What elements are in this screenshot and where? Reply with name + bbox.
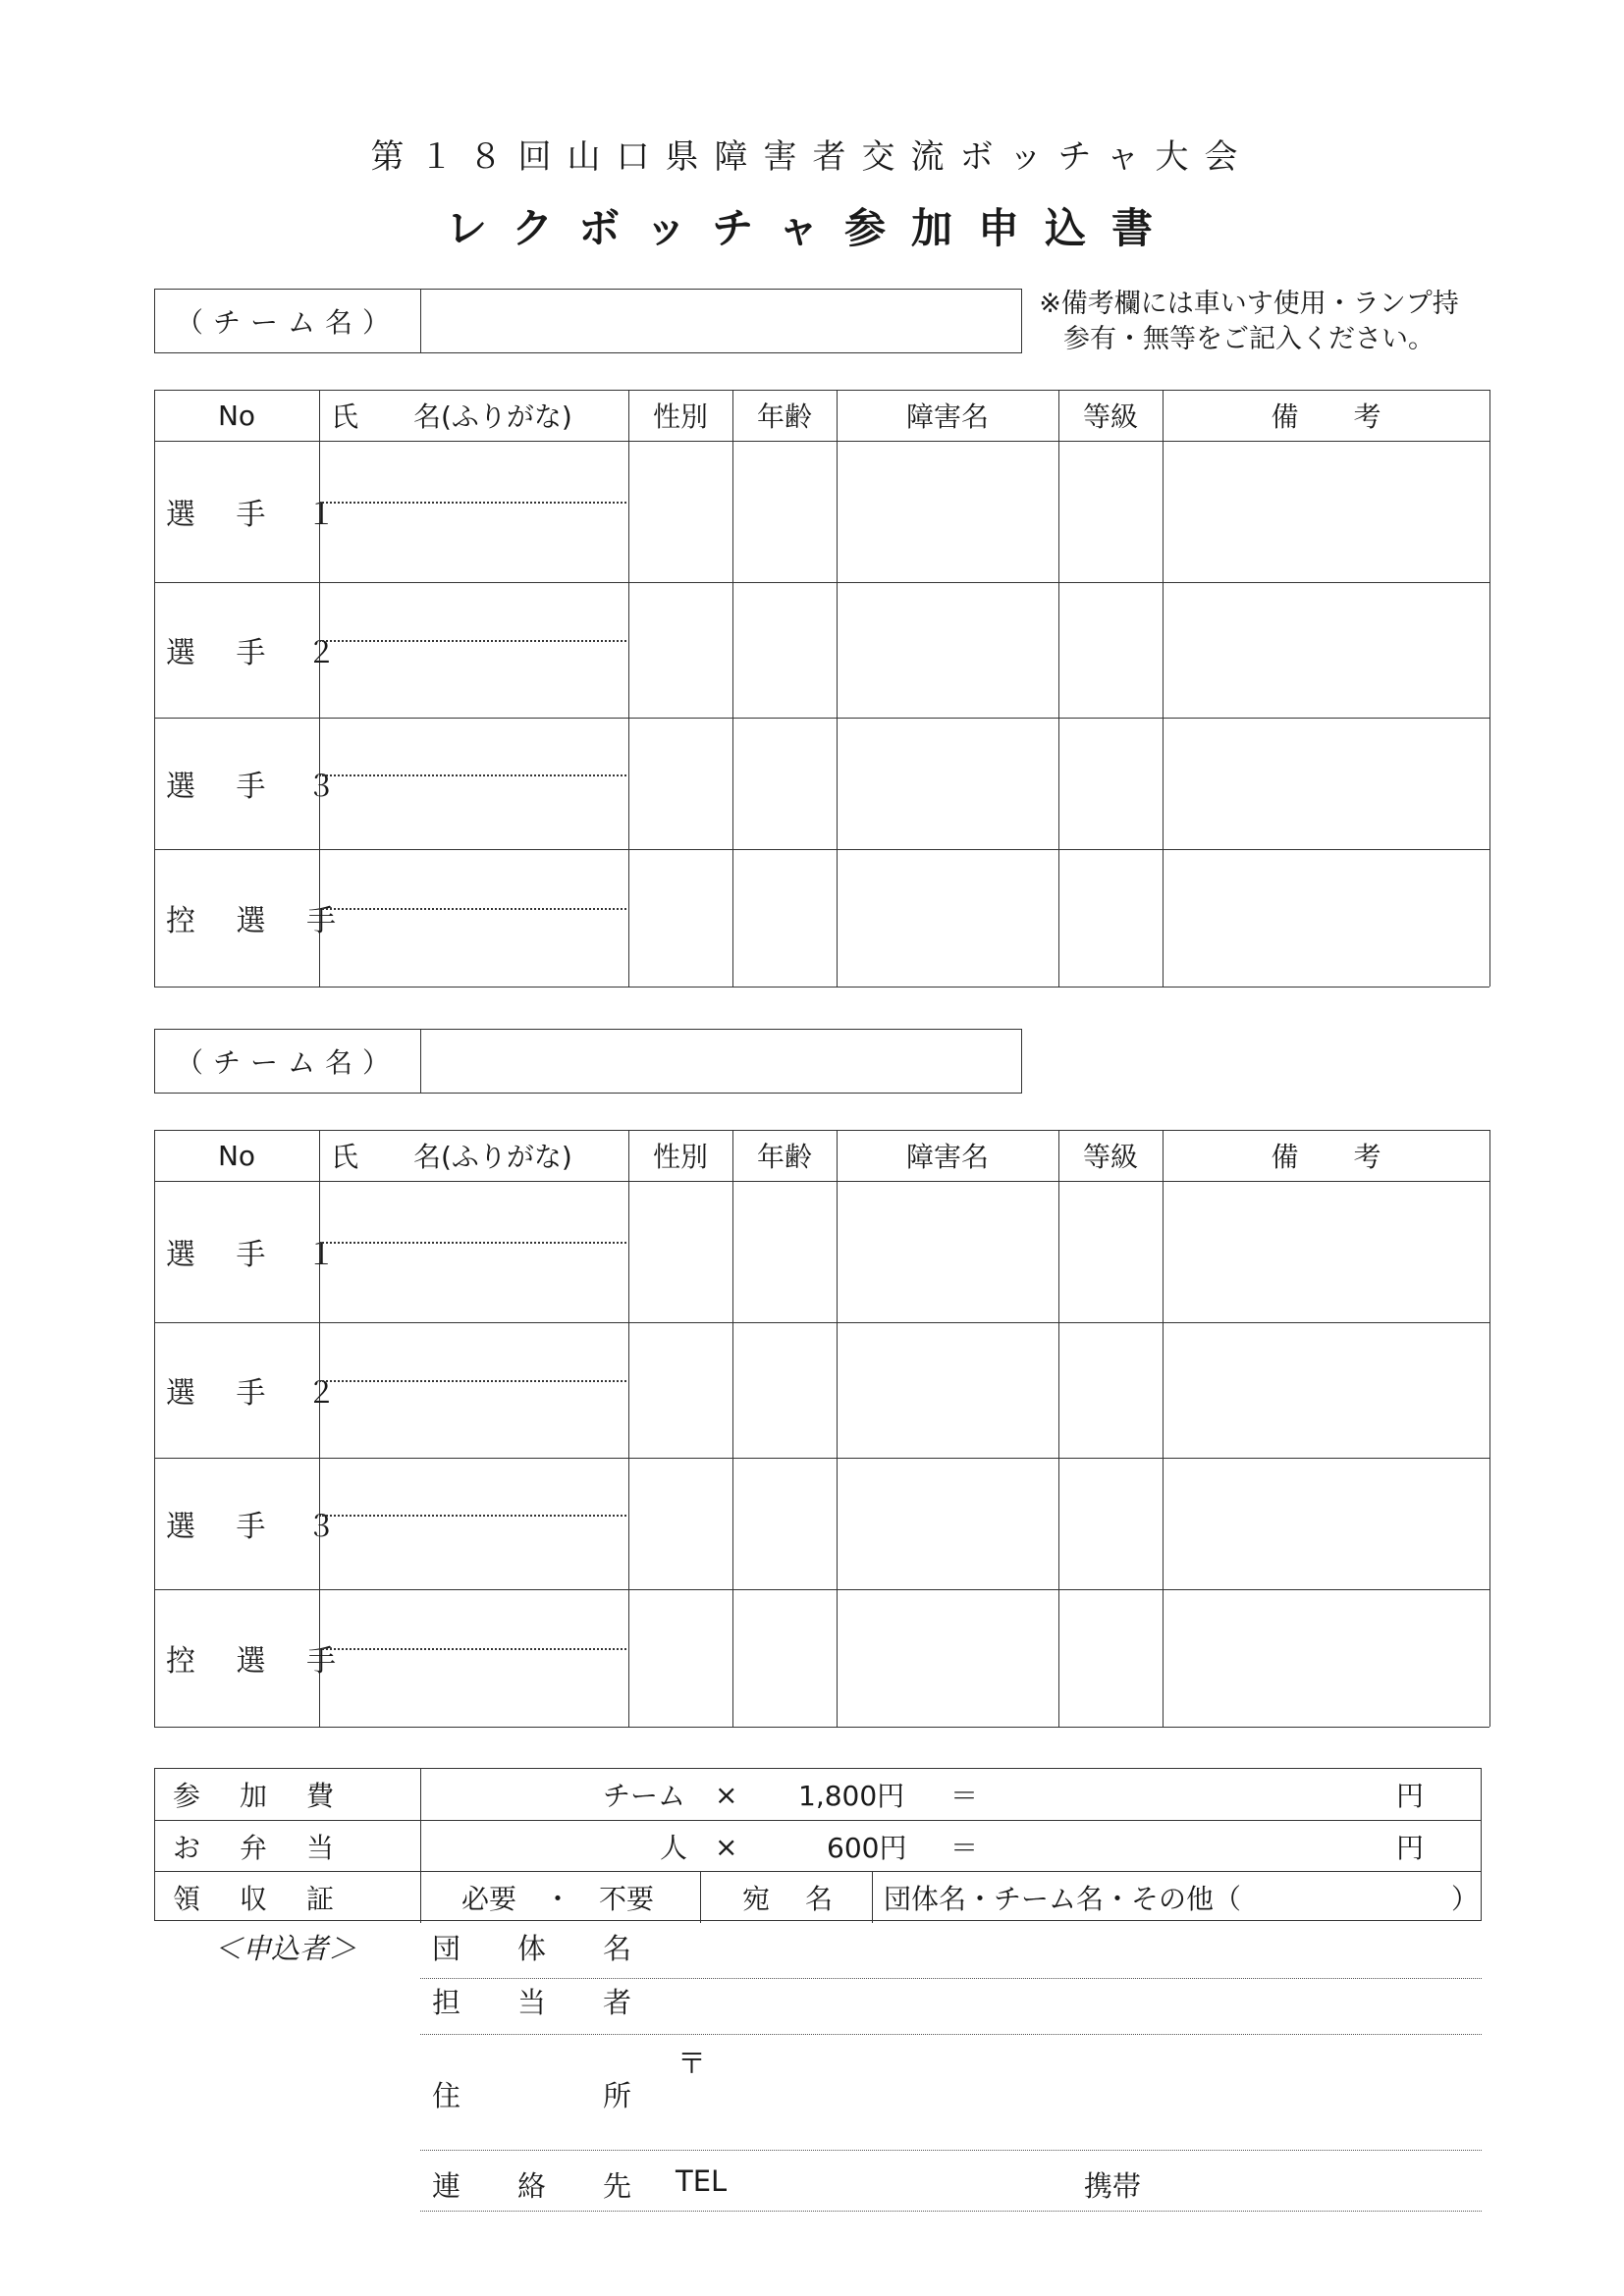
table-border (154, 390, 155, 987)
column-header: 等級 (1082, 1141, 1138, 1173)
team-name-box-2 (154, 1029, 1022, 1094)
postal-mark: 〒 (677, 2047, 707, 2080)
entry-cell[interactable] (732, 1322, 837, 1458)
row-label: 選 手 ２ (166, 636, 352, 670)
entry-cell[interactable] (319, 441, 628, 582)
entry-cell[interactable] (1058, 582, 1163, 718)
entry-cell[interactable] (628, 849, 732, 987)
column-header: 性別 (652, 1141, 708, 1173)
entry-cell[interactable] (628, 1458, 732, 1589)
entry-cell[interactable] (1163, 582, 1489, 718)
fee-equals: ＝ (950, 1832, 979, 1864)
fee-label: 参 加 費 (173, 1780, 341, 1812)
person-label: 担 当 者 (432, 1986, 632, 2019)
row-label: 控 選 手 (166, 904, 352, 938)
entry-cell[interactable] (628, 718, 732, 849)
entry-cell[interactable] (319, 1322, 628, 1458)
entry-cell[interactable] (732, 441, 837, 582)
column-header: No (217, 399, 256, 432)
fee-row-receipt (155, 1871, 1481, 1923)
row-label: 選 手 １ (166, 1238, 352, 1272)
fee-times: × (715, 1830, 738, 1863)
column-header: 氏 名(ふりがな) (331, 400, 572, 433)
entry-cell[interactable] (837, 1589, 1058, 1727)
entry-cell[interactable] (628, 582, 732, 718)
contact-label: 連 絡 先 (432, 2169, 632, 2203)
fee-price: 600円 (827, 1832, 907, 1864)
entry-cell[interactable] (732, 849, 837, 987)
entry-cell[interactable] (1058, 1181, 1163, 1322)
entry-cell[interactable] (319, 1458, 628, 1589)
tel-label: TEL (676, 2164, 728, 2198)
contact-line[interactable] (420, 2211, 1482, 2212)
mobile-label: 携帯 (1084, 2169, 1142, 2203)
fee-unit: 人 (660, 1832, 688, 1864)
column-header: No (217, 1139, 256, 1172)
entry-cell[interactable] (1163, 1322, 1489, 1458)
org-name-line[interactable] (420, 1978, 1482, 1979)
entry-cell[interactable] (1163, 1181, 1489, 1322)
entry-table-1 (154, 390, 1489, 987)
entry-cell[interactable] (319, 582, 628, 718)
entry-cell[interactable] (1163, 1589, 1489, 1727)
fee-yen: 円 (1396, 1780, 1425, 1812)
table-border (1489, 390, 1490, 987)
fee-label: お 弁 当 (173, 1832, 341, 1864)
fee-unit: チーム (603, 1780, 686, 1812)
row-divider (154, 987, 1489, 988)
addressee-label: 宛 名 (742, 1883, 838, 1915)
entry-cell[interactable] (1058, 1458, 1163, 1589)
entry-cell[interactable] (732, 1458, 837, 1589)
column-header: 備 考 (1271, 400, 1381, 433)
column-header: 等級 (1082, 400, 1138, 433)
entry-table-2 (154, 1130, 1489, 1727)
entry-cell[interactable] (1058, 1322, 1163, 1458)
entry-cell[interactable] (1058, 849, 1163, 987)
entry-cell[interactable] (1163, 1458, 1489, 1589)
entry-cell[interactable] (628, 1589, 732, 1727)
entry-cell[interactable] (837, 849, 1058, 987)
column-header: 年齢 (756, 400, 812, 433)
column-header: 氏 名(ふりがな) (331, 1141, 572, 1173)
person-line[interactable] (420, 2034, 1482, 2035)
row-label: 選 手 ２ (166, 1376, 352, 1411)
entry-cell[interactable] (1058, 441, 1163, 582)
column-header: 備 考 (1271, 1141, 1381, 1173)
column-header: 障害名 (905, 1141, 989, 1173)
column-header: 性別 (652, 400, 708, 433)
team-name-field-2[interactable] (422, 1030, 1021, 1093)
entry-cell[interactable] (837, 1181, 1058, 1322)
team-name-box-1 (154, 289, 1022, 353)
table-border (1489, 1130, 1490, 1727)
fee-row-participation (155, 1769, 1481, 1820)
entry-cell[interactable] (837, 1458, 1058, 1589)
fee-label: 領 収 証 (173, 1883, 341, 1915)
address-line[interactable] (420, 2150, 1482, 2151)
fee-price: 1,800円 (798, 1780, 905, 1812)
fee-yen: 円 (1396, 1832, 1425, 1864)
page-title: 第１８回山口県障害者交流ボッチャ大会 (370, 137, 1254, 177)
entry-cell[interactable] (837, 1322, 1058, 1458)
entry-cell[interactable] (1163, 441, 1489, 582)
entry-cell[interactable] (319, 718, 628, 849)
entry-cell[interactable] (319, 1589, 628, 1727)
address-label: 住 所 (432, 2079, 632, 2112)
fee-row-lunch (155, 1820, 1481, 1872)
row-label: 選 手 ３ (166, 1510, 352, 1544)
entry-cell[interactable] (1163, 849, 1489, 987)
fee-times: × (715, 1778, 738, 1811)
entry-cell[interactable] (628, 1181, 732, 1322)
entry-cell[interactable] (628, 441, 732, 582)
entry-cell[interactable] (732, 718, 837, 849)
team-name-label: （チーム名） (155, 1030, 421, 1093)
addressee-value[interactable]: 団体名・チーム名・その他（ (884, 1883, 1242, 1915)
team-name-field-1[interactable] (422, 290, 1021, 352)
entry-cell[interactable] (1058, 718, 1163, 849)
fee-equals: ＝ (950, 1780, 979, 1812)
entry-cell[interactable] (319, 1181, 628, 1322)
team-name-label: （チーム名） (155, 290, 421, 352)
entry-cell[interactable] (628, 1322, 732, 1458)
entry-cell[interactable] (837, 441, 1058, 582)
entry-cell[interactable] (319, 849, 628, 987)
row-label: 控 選 手 (166, 1644, 352, 1679)
entry-cell[interactable] (1058, 1589, 1163, 1727)
remarks-note: ※備考欄には車いす使用・ランプ持参有・無等をご記入ください。 (1039, 289, 1459, 354)
receipt-options[interactable]: 必要 ・ 不要 (461, 1883, 655, 1915)
entry-cell[interactable] (732, 1589, 837, 1727)
applicant-heading: ＜申込者＞ (214, 1932, 357, 1965)
addressee-close: ） (1451, 1883, 1480, 1915)
row-label: 選 手 ３ (166, 770, 352, 804)
column-header: 障害名 (905, 400, 989, 433)
org-name-label: 団 体 名 (432, 1932, 632, 1965)
fee-table (154, 1768, 1482, 1921)
table-border (154, 1130, 155, 1727)
entry-cell[interactable] (1163, 718, 1489, 849)
form-title: レクボッチャ参加申込書 (446, 204, 1178, 252)
entry-cell[interactable] (837, 718, 1058, 849)
entry-cell[interactable] (732, 582, 837, 718)
entry-cell[interactable] (837, 582, 1058, 718)
column-header: 年齢 (756, 1141, 812, 1173)
row-divider (154, 1727, 1489, 1728)
entry-cell[interactable] (732, 1181, 837, 1322)
row-label: 選 手 １ (166, 498, 352, 532)
